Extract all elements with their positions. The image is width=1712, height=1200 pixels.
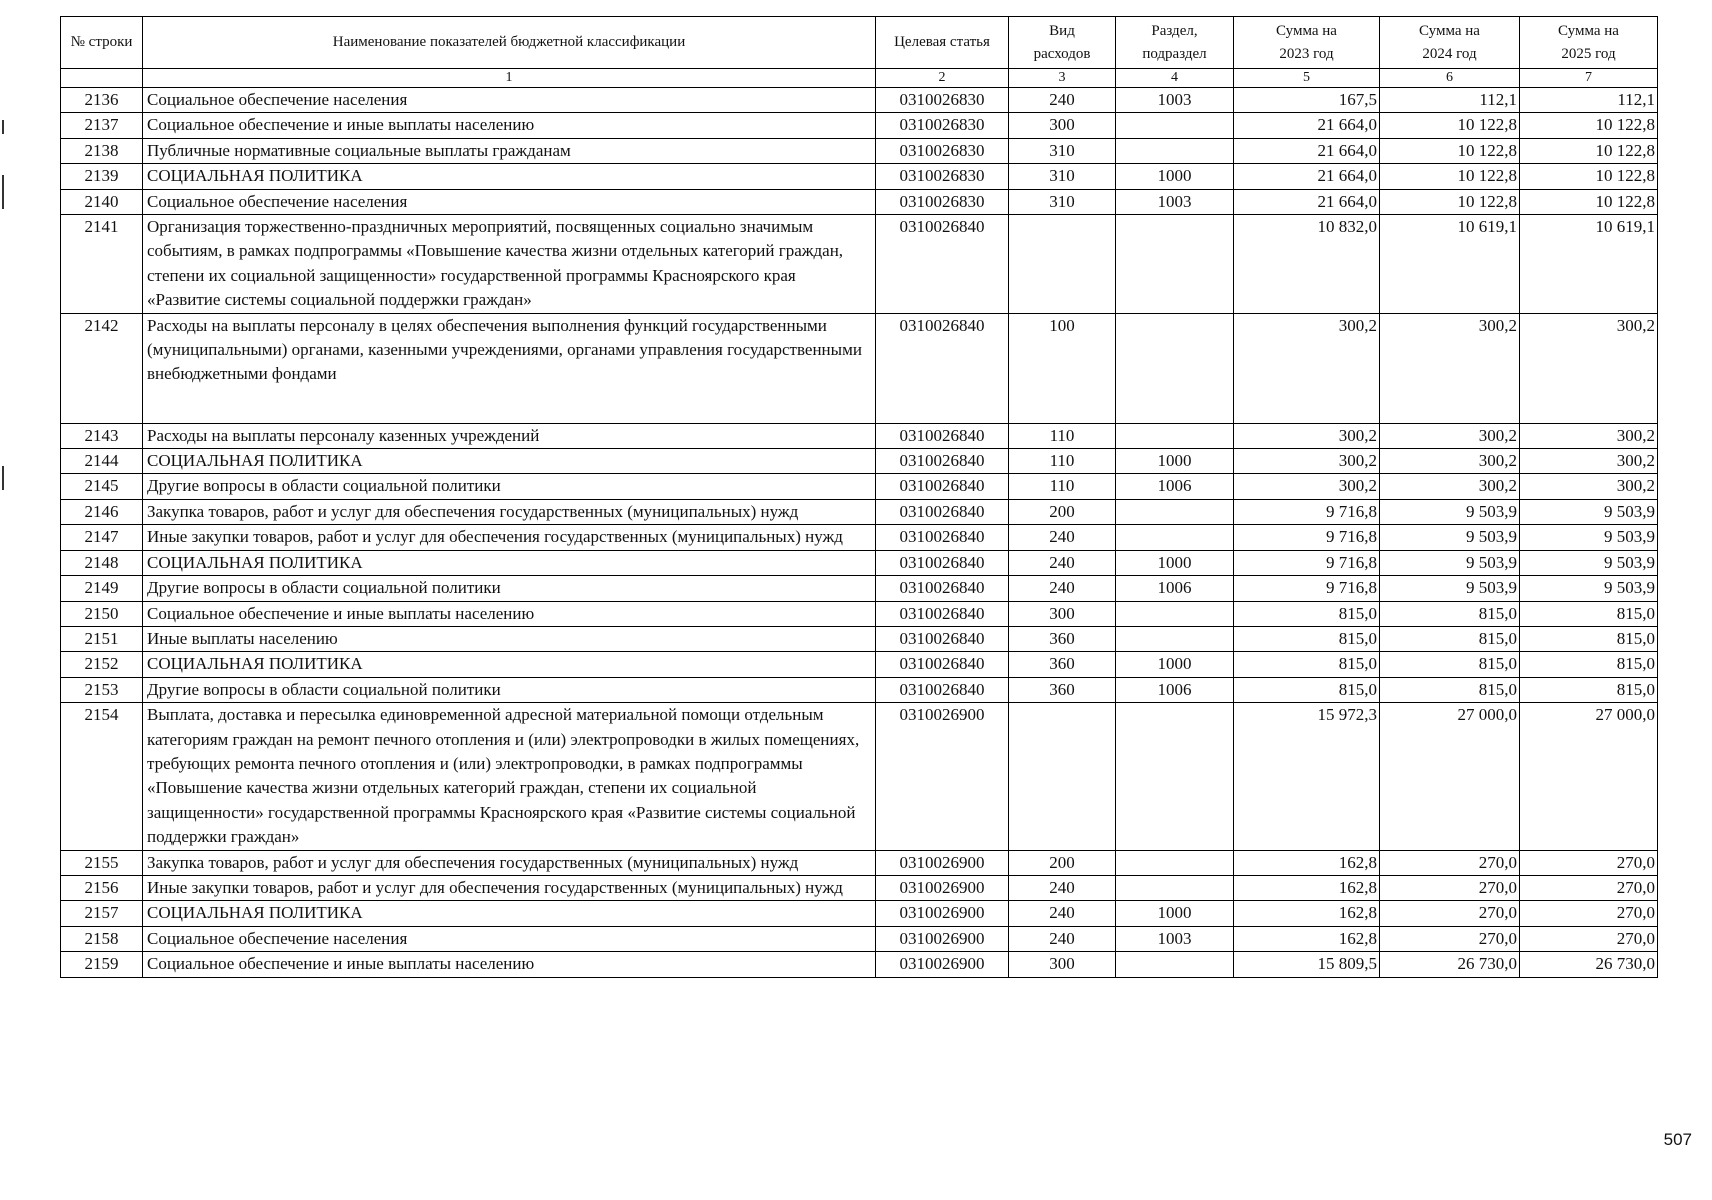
row-target-code: 0310026840 <box>876 601 1009 626</box>
row-name: Закупка товаров, работ и услуг для обеспечения государственных (муниципальных) нужд <box>143 850 876 875</box>
row-sum-2023: 21 664,0 <box>1234 164 1380 189</box>
row-razdel <box>1116 601 1234 626</box>
row-number: 2149 <box>61 576 143 601</box>
row-sum-2024: 300,2 <box>1380 474 1520 499</box>
row-sum-2025: 270,0 <box>1520 901 1658 926</box>
row-sum-2025: 10 122,8 <box>1520 138 1658 163</box>
header-sum-2025 <box>1520 17 1658 69</box>
table-row <box>61 875 1658 900</box>
header-sum-2024-line2: 2024 год <box>1422 45 1477 62</box>
row-number: 2147 <box>61 525 143 550</box>
row-sum-2023: 15 809,5 <box>1234 952 1380 977</box>
row-vid: 200 <box>1009 499 1116 524</box>
header-row-no: № строки <box>61 17 143 69</box>
row-number: 2150 <box>61 601 143 626</box>
row-sum-2025: 9 503,9 <box>1520 550 1658 575</box>
row-vid: 110 <box>1009 474 1116 499</box>
row-sum-2025: 300,2 <box>1520 474 1658 499</box>
header-sum-2023-line1: Сумма на <box>1276 22 1337 39</box>
header-razdel <box>1116 17 1234 69</box>
row-number: 2144 <box>61 449 143 474</box>
margin-mark <box>2 120 4 134</box>
row-target-code: 0310026840 <box>876 423 1009 448</box>
row-target-code: 0310026840 <box>876 652 1009 677</box>
header-name: Наименование показателей бюджетной классификации <box>143 17 876 69</box>
row-number: 2156 <box>61 875 143 900</box>
row-sum-2025: 9 503,9 <box>1520 499 1658 524</box>
row-sum-2025: 112,1 <box>1520 88 1658 113</box>
row-sum-2025: 815,0 <box>1520 677 1658 702</box>
row-vid: 240 <box>1009 550 1116 575</box>
row-target-code: 0310026830 <box>876 138 1009 163</box>
row-sum-2023: 300,2 <box>1234 423 1380 448</box>
table-row <box>61 626 1658 651</box>
row-sum-2024: 10 619,1 <box>1380 215 1520 314</box>
row-sum-2025: 300,2 <box>1520 313 1658 423</box>
table-row <box>61 677 1658 702</box>
row-sum-2024: 300,2 <box>1380 449 1520 474</box>
row-number: 2146 <box>61 499 143 524</box>
table-row <box>61 926 1658 951</box>
table-row <box>61 499 1658 524</box>
row-target-code: 0310026840 <box>876 449 1009 474</box>
row-sum-2024: 9 503,9 <box>1380 525 1520 550</box>
row-sum-2023: 815,0 <box>1234 626 1380 651</box>
table-row <box>61 423 1658 448</box>
row-sum-2024: 10 122,8 <box>1380 138 1520 163</box>
row-sum-2025: 815,0 <box>1520 601 1658 626</box>
row-razdel <box>1116 313 1234 423</box>
row-number: 2154 <box>61 703 143 850</box>
row-sum-2023: 815,0 <box>1234 652 1380 677</box>
row-sum-2025: 10 122,8 <box>1520 189 1658 214</box>
margin-mark <box>2 466 4 490</box>
row-name: Социальное обеспечение населения <box>143 926 876 951</box>
row-sum-2023: 300,2 <box>1234 449 1380 474</box>
row-target-code: 0310026840 <box>876 313 1009 423</box>
column-number: 2 <box>876 69 1009 88</box>
row-vid: 240 <box>1009 525 1116 550</box>
row-target-code: 0310026830 <box>876 164 1009 189</box>
row-razdel <box>1116 952 1234 977</box>
row-sum-2025: 815,0 <box>1520 652 1658 677</box>
table-row <box>61 703 1658 850</box>
row-vid: 110 <box>1009 449 1116 474</box>
row-razdel: 1003 <box>1116 88 1234 113</box>
row-sum-2025: 26 730,0 <box>1520 952 1658 977</box>
header-razdel-line2: подраздел <box>1142 45 1207 62</box>
table-row <box>61 474 1658 499</box>
row-name: Социальное обеспечение населения <box>143 88 876 113</box>
row-number: 2153 <box>61 677 143 702</box>
row-number: 2142 <box>61 313 143 423</box>
row-sum-2023: 9 716,8 <box>1234 499 1380 524</box>
row-name: Публичные нормативные социальные выплаты гражданам <box>143 138 876 163</box>
row-name: Иные выплаты населению <box>143 626 876 651</box>
row-target-code: 0310026840 <box>876 677 1009 702</box>
row-sum-2025: 27 000,0 <box>1520 703 1658 850</box>
header-sum-2025-line1: Сумма на <box>1558 22 1619 39</box>
row-target-code: 0310026900 <box>876 901 1009 926</box>
row-target-code: 0310026830 <box>876 88 1009 113</box>
table-row <box>61 164 1658 189</box>
row-number: 2137 <box>61 113 143 138</box>
row-sum-2023: 9 716,8 <box>1234 525 1380 550</box>
table-row <box>61 601 1658 626</box>
budget-table-sheet <box>60 16 1658 978</box>
header-vid <box>1009 17 1116 69</box>
row-razdel: 1000 <box>1116 449 1234 474</box>
row-vid: 240 <box>1009 875 1116 900</box>
row-sum-2025: 10 122,8 <box>1520 164 1658 189</box>
row-target-code: 0310026840 <box>876 474 1009 499</box>
row-sum-2025: 10 122,8 <box>1520 113 1658 138</box>
row-razdel <box>1116 423 1234 448</box>
column-number: 6 <box>1380 69 1520 88</box>
row-sum-2023: 9 716,8 <box>1234 550 1380 575</box>
table-row <box>61 850 1658 875</box>
header-target: Целевая статья <box>876 17 1009 69</box>
row-sum-2023: 21 664,0 <box>1234 113 1380 138</box>
row-vid: 100 <box>1009 313 1116 423</box>
row-sum-2025: 9 503,9 <box>1520 576 1658 601</box>
row-sum-2025: 270,0 <box>1520 850 1658 875</box>
row-name: Расходы на выплаты персоналу в целях обеспечения выполнения функций государственными (муниципальными) органами, казенными учреждениями, органами управления государственными внебюджетными фондами <box>143 313 876 423</box>
row-vid: 310 <box>1009 189 1116 214</box>
row-name: Закупка товаров, работ и услуг для обеспечения государственных (муниципальных) нужд <box>143 499 876 524</box>
row-name: Организация торжественно-праздничных мероприятий, посвященных социально значимым событиям, в рамках подпрограммы «Повышение качества жизни отдельных категорий граждан, степени их социальной защищенности» государственной программы Красноярского края «Развитие системы социальной поддержки граждан» <box>143 215 876 314</box>
row-sum-2024: 815,0 <box>1380 601 1520 626</box>
row-vid: 240 <box>1009 576 1116 601</box>
row-sum-2023: 815,0 <box>1234 677 1380 702</box>
row-sum-2023: 300,2 <box>1234 313 1380 423</box>
row-sum-2025: 10 619,1 <box>1520 215 1658 314</box>
table-row <box>61 525 1658 550</box>
row-sum-2024: 270,0 <box>1380 875 1520 900</box>
header-vid-line2: расходов <box>1033 45 1091 62</box>
table-row <box>61 88 1658 113</box>
row-sum-2025: 815,0 <box>1520 626 1658 651</box>
header-vid-line1: Вид <box>1049 22 1075 39</box>
row-vid <box>1009 703 1116 850</box>
table-row <box>61 652 1658 677</box>
row-number: 2141 <box>61 215 143 314</box>
row-number: 2159 <box>61 952 143 977</box>
row-sum-2024: 300,2 <box>1380 423 1520 448</box>
row-vid: 240 <box>1009 926 1116 951</box>
column-number: 3 <box>1009 69 1116 88</box>
row-razdel <box>1116 215 1234 314</box>
row-vid: 310 <box>1009 164 1116 189</box>
row-sum-2024: 27 000,0 <box>1380 703 1520 850</box>
table-row <box>61 189 1658 214</box>
row-name: Выплата, доставка и пересылка единовременной адресной материальной помощи отдельным категориям граждан на ремонт печного отопления и (или) электропроводки в жилых помещениях, требующих ремонта печного отопления и (или) электропроводки, в рамках подпрограммы «Повышение качества жизни отдельных категорий граждан, степени их социальной защищенности» государственной программы Красноярского края «Развитие системы социальной поддержки граждан» <box>143 703 876 850</box>
row-sum-2025: 300,2 <box>1520 449 1658 474</box>
table-row <box>61 313 1658 423</box>
header-razdel-line1: Раздел, <box>1151 22 1198 39</box>
column-number-spacer <box>61 69 143 88</box>
row-target-code: 0310026900 <box>876 926 1009 951</box>
row-target-code: 0310026840 <box>876 499 1009 524</box>
row-target-code: 0310026840 <box>876 626 1009 651</box>
row-vid: 360 <box>1009 626 1116 651</box>
row-vid: 310 <box>1009 138 1116 163</box>
row-name: СОЦИАЛЬНАЯ ПОЛИТИКА <box>143 652 876 677</box>
row-vid: 300 <box>1009 601 1116 626</box>
column-number: 1 <box>143 69 876 88</box>
row-name: Другие вопросы в области социальной политики <box>143 677 876 702</box>
table-row <box>61 449 1658 474</box>
column-number: 4 <box>1116 69 1234 88</box>
row-sum-2023: 300,2 <box>1234 474 1380 499</box>
row-target-code: 0310026840 <box>876 576 1009 601</box>
row-number: 2151 <box>61 626 143 651</box>
row-sum-2023: 21 664,0 <box>1234 138 1380 163</box>
table-row <box>61 550 1658 575</box>
table-row <box>61 138 1658 163</box>
row-name: СОЦИАЛЬНАЯ ПОЛИТИКА <box>143 901 876 926</box>
row-target-code: 0310026900 <box>876 850 1009 875</box>
row-vid: 360 <box>1009 677 1116 702</box>
row-target-code: 0310026900 <box>876 952 1009 977</box>
row-number: 2148 <box>61 550 143 575</box>
row-target-code: 0310026900 <box>876 875 1009 900</box>
row-name: Социальное обеспечение и иные выплаты населению <box>143 601 876 626</box>
row-razdel <box>1116 703 1234 850</box>
row-sum-2024: 815,0 <box>1380 626 1520 651</box>
row-sum-2023: 15 972,3 <box>1234 703 1380 850</box>
row-number: 2140 <box>61 189 143 214</box>
row-name: Иные закупки товаров, работ и услуг для обеспечения государственных (муниципальных) нужд <box>143 875 876 900</box>
row-sum-2024: 9 503,9 <box>1380 499 1520 524</box>
row-razdel: 1003 <box>1116 189 1234 214</box>
row-name: Социальное обеспечение населения <box>143 189 876 214</box>
row-target-code: 0310026830 <box>876 189 1009 214</box>
row-sum-2024: 300,2 <box>1380 313 1520 423</box>
row-razdel <box>1116 626 1234 651</box>
budget-table <box>60 16 1658 978</box>
row-sum-2024: 270,0 <box>1380 926 1520 951</box>
row-target-code: 0310026900 <box>876 703 1009 850</box>
row-sum-2023: 162,8 <box>1234 926 1380 951</box>
row-razdel: 1003 <box>1116 926 1234 951</box>
row-number: 2139 <box>61 164 143 189</box>
row-number: 2145 <box>61 474 143 499</box>
row-name: СОЦИАЛЬНАЯ ПОЛИТИКА <box>143 449 876 474</box>
row-razdel: 1006 <box>1116 677 1234 702</box>
row-razdel: 1000 <box>1116 164 1234 189</box>
row-target-code: 0310026830 <box>876 113 1009 138</box>
row-sum-2024: 815,0 <box>1380 677 1520 702</box>
row-vid: 240 <box>1009 901 1116 926</box>
row-razdel <box>1116 138 1234 163</box>
row-razdel: 1006 <box>1116 576 1234 601</box>
row-number: 2152 <box>61 652 143 677</box>
row-vid: 110 <box>1009 423 1116 448</box>
row-sum-2023: 167,5 <box>1234 88 1380 113</box>
row-number: 2157 <box>61 901 143 926</box>
row-razdel <box>1116 875 1234 900</box>
row-sum-2025: 270,0 <box>1520 926 1658 951</box>
row-sum-2024: 10 122,8 <box>1380 113 1520 138</box>
row-name: СОЦИАЛЬНАЯ ПОЛИТИКА <box>143 164 876 189</box>
row-sum-2024: 26 730,0 <box>1380 952 1520 977</box>
row-number: 2158 <box>61 926 143 951</box>
row-target-code: 0310026840 <box>876 215 1009 314</box>
column-number: 5 <box>1234 69 1380 88</box>
row-sum-2023: 10 832,0 <box>1234 215 1380 314</box>
row-vid: 360 <box>1009 652 1116 677</box>
row-target-code: 0310026840 <box>876 550 1009 575</box>
header-sum-2024-line1: Сумма на <box>1419 22 1480 39</box>
header-sum-2023 <box>1234 17 1380 69</box>
row-number: 2143 <box>61 423 143 448</box>
row-sum-2023: 21 664,0 <box>1234 189 1380 214</box>
row-name: Другие вопросы в области социальной политики <box>143 474 876 499</box>
row-sum-2023: 162,8 <box>1234 875 1380 900</box>
table-row <box>61 215 1658 314</box>
row-razdel: 1000 <box>1116 652 1234 677</box>
row-name: Иные закупки товаров, работ и услуг для обеспечения государственных (муниципальных) нужд <box>143 525 876 550</box>
row-vid <box>1009 215 1116 314</box>
row-razdel <box>1116 850 1234 875</box>
row-sum-2023: 815,0 <box>1234 601 1380 626</box>
row-sum-2024: 9 503,9 <box>1380 550 1520 575</box>
header-sum-2025-line2: 2025 год <box>1561 45 1616 62</box>
row-number: 2155 <box>61 850 143 875</box>
row-sum-2025: 270,0 <box>1520 875 1658 900</box>
table-row <box>61 952 1658 977</box>
row-sum-2024: 9 503,9 <box>1380 576 1520 601</box>
row-vid: 200 <box>1009 850 1116 875</box>
row-number: 2138 <box>61 138 143 163</box>
row-sum-2023: 162,8 <box>1234 850 1380 875</box>
row-sum-2024: 270,0 <box>1380 850 1520 875</box>
row-sum-2024: 270,0 <box>1380 901 1520 926</box>
page-number: 507 <box>1663 1130 1692 1149</box>
row-vid: 300 <box>1009 952 1116 977</box>
row-vid: 240 <box>1009 88 1116 113</box>
table-row <box>61 113 1658 138</box>
row-razdel: 1000 <box>1116 550 1234 575</box>
row-sum-2024: 112,1 <box>1380 88 1520 113</box>
row-sum-2024: 815,0 <box>1380 652 1520 677</box>
column-number: 7 <box>1520 69 1658 88</box>
row-target-code: 0310026840 <box>876 525 1009 550</box>
row-sum-2023: 162,8 <box>1234 901 1380 926</box>
row-razdel: 1006 <box>1116 474 1234 499</box>
row-sum-2024: 10 122,8 <box>1380 164 1520 189</box>
row-sum-2023: 9 716,8 <box>1234 576 1380 601</box>
row-name: Социальное обеспечение и иные выплаты населению <box>143 952 876 977</box>
row-name: Социальное обеспечение и иные выплаты населению <box>143 113 876 138</box>
row-sum-2025: 300,2 <box>1520 423 1658 448</box>
margin-mark <box>2 175 4 209</box>
row-number: 2136 <box>61 88 143 113</box>
row-razdel <box>1116 113 1234 138</box>
table-row <box>61 901 1658 926</box>
header-sum-2023-line2: 2023 год <box>1279 45 1334 62</box>
row-sum-2024: 10 122,8 <box>1380 189 1520 214</box>
row-razdel <box>1116 525 1234 550</box>
row-sum-2025: 9 503,9 <box>1520 525 1658 550</box>
row-vid: 300 <box>1009 113 1116 138</box>
header-sum-2024 <box>1380 17 1520 69</box>
row-razdel: 1000 <box>1116 901 1234 926</box>
row-razdel <box>1116 499 1234 524</box>
row-name: Другие вопросы в области социальной политики <box>143 576 876 601</box>
row-name: Расходы на выплаты персоналу казенных учреждений <box>143 423 876 448</box>
row-name: СОЦИАЛЬНАЯ ПОЛИТИКА <box>143 550 876 575</box>
table-row <box>61 576 1658 601</box>
